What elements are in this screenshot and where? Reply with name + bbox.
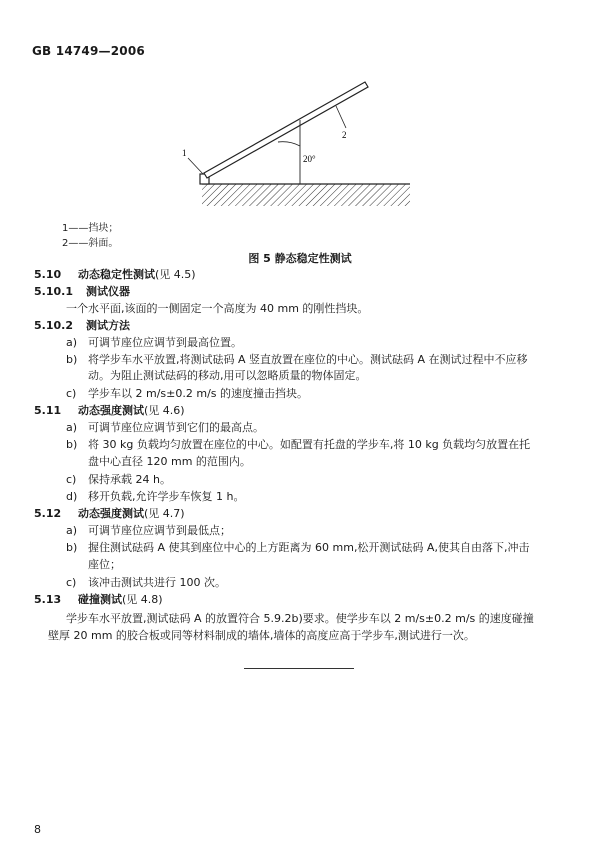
legend-item-1: 1——挡块；: [62, 223, 119, 234]
section-5-13: 5.13 碰撞测试(见 4.8): [34, 593, 163, 606]
end-rule: [244, 668, 354, 669]
list-item-5-11-b: b) 将 30 kg 负载均匀放置在座位的中心。如配置有托盘的学步车,将 10 kg 负载均匀放置在托: [66, 438, 531, 451]
list-item-5-12-a: a) 可调节座位应调节到最低点；: [66, 524, 231, 537]
leader-1: [188, 158, 203, 174]
label-1: 1: [182, 148, 187, 158]
section-5-13-text-2: 壁厚 20 mm 的胶合板或同等材料制成的墙体,墙体的高度应高于学步车,测试进行一次。: [48, 629, 475, 642]
section-5-10-2: 5.10.2 测试方法: [34, 319, 130, 332]
list-item-5-11-d: d) 移开负载,允许学步车恢复 1 h。: [66, 490, 245, 503]
list-item-5-12-b-cont: 座位；: [88, 558, 121, 571]
legend-item-2: 2——斜面。: [62, 238, 119, 249]
section-5-10-1: 5.10.1 测试仪器: [34, 285, 130, 298]
list-item-5-11-b-cont: 盘中心直径 120 mm 的范围内。: [88, 455, 251, 468]
list-item-5-10-2-b: b) 将学步车水平放置,将测试砝码 A 竖直放置在座位的中心。测试砝码 A 在测试过程中不应移: [66, 353, 528, 366]
list-item-5-10-2-b-cont: 动。为阻止测试砝码的移动,用可以忽略质量的物体固定。: [88, 369, 367, 382]
standard-number-header: GB 14749—2006: [32, 44, 145, 58]
section-5-11: 5.11 动态强度测试(见 4.6): [34, 404, 185, 417]
angle-label: 20°: [303, 154, 316, 164]
section-5-12: 5.12 动态强度测试(见 4.7): [34, 507, 185, 520]
section-5-10-1-text: 一个水平面,该面的一侧固定一个高度为 40 mm 的刚性挡块。: [66, 302, 369, 315]
section-5-13-text-1: 学步车水平放置,测试砝码 A 的放置符合 5.9.2b)要求。使学步车以 2 m/s±0.2 m/s 的速度碰撞: [66, 612, 534, 625]
section-5-10: 5.10 动态稳定性测试(见 4.5): [34, 268, 196, 281]
leader-2: [336, 106, 346, 128]
label-2: 2: [342, 130, 347, 140]
list-item-5-12-b: b) 握住测试砝码 A 使其到座位中心的上方距离为 60 mm,松开测试砝码 A,使其自由落下,冲击: [66, 541, 530, 554]
page-number: 8: [34, 823, 41, 836]
list-item-5-12-c: c) 该冲击测试共进行 100 次。: [66, 576, 226, 589]
list-item-5-10-2-c: c) 学步车以 2 m/s±0.2 m/s 的速度撞击挡块。: [66, 387, 308, 400]
figure-5-diagram: [170, 80, 410, 210]
figure-caption: 图 5 静态稳定性测试: [248, 252, 352, 265]
list-item-5-11-c: c) 保持承载 24 h。: [66, 473, 171, 486]
list-item-5-10-2-a: a) 可调节座位应调节到最高位置。: [66, 336, 242, 349]
ground-hatch: [202, 184, 410, 206]
angle-arc: [278, 142, 300, 146]
list-item-5-11-a: a) 可调节座位应调节到它们的最高点。: [66, 421, 264, 434]
